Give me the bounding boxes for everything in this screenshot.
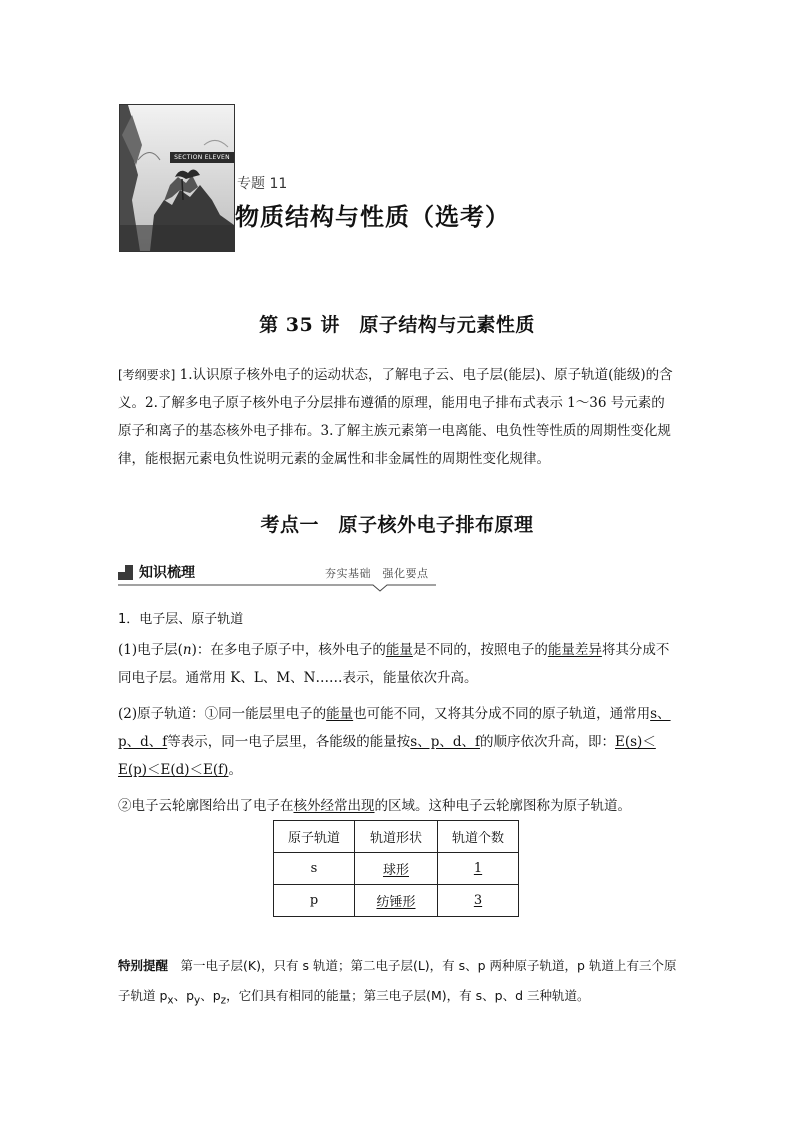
requirements-paragraph bbox=[118, 361, 678, 473]
answer-blank: 3 bbox=[473, 893, 483, 908]
text-segment: 第一电子层(K)，只有 s 轨道；第二电子层(L)，有 s、p 两种原子轨道，p 轨道上有三个原子轨道 p bbox=[118, 958, 677, 1003]
text-segment: 的区域。这种电子云轮廓图称为原子轨道。 bbox=[374, 798, 631, 814]
kaodian-title: 考点一 原子核外电子排布原理 bbox=[260, 514, 534, 536]
table-cell: s bbox=[274, 853, 355, 885]
answer-blank: s、p、d、f bbox=[410, 734, 480, 750]
topic-title: 物质结构与性质（选考） bbox=[235, 203, 510, 231]
answer-blank: 能量 bbox=[385, 642, 413, 658]
subscript: x bbox=[167, 994, 174, 1007]
knowledge-header-title: 知识梳理 bbox=[139, 565, 195, 581]
text-segment: ，它们具有相同的能量；第三电子层(M)，有 s、p、d 三种轨道。 bbox=[226, 988, 590, 1003]
table-cell bbox=[438, 885, 519, 917]
requirements-label: [考纲要求] bbox=[118, 368, 176, 382]
requirements-text: 1.认识原子核外电子的运动状态，了解电子云、电子层(能层)、原子轨道(能级)的含义。2.了解多电子原子核外电子分层排布遵循的原理，能用电子排布式表示 1～36 号元素的原子和离子的基态核外电子排布。3.了解主族元素第一电离能、电负性等性质的周期性变化规律，能根据元素电负性说明元素的金属性和非金属性的周期性变化规律。 bbox=[118, 367, 673, 467]
text-segment: 等表示，同一电子层里，各能级的能量按 bbox=[167, 734, 411, 750]
cover-image bbox=[119, 104, 235, 252]
text-segment: 。 bbox=[228, 762, 242, 778]
mountain-landscape-image bbox=[120, 105, 234, 251]
header-divider bbox=[118, 583, 436, 593]
special-tip-paragraph bbox=[118, 951, 678, 1016]
table-header-cell: 原子轨道 bbox=[274, 821, 355, 853]
text-segment: 将其分成不同电子层。通常用 K、L、M、N……表示，能量依次升高。 bbox=[118, 642, 670, 686]
answer-blank: 球形 bbox=[382, 863, 409, 878]
section-heading: 1．电子层、原子轨道 bbox=[118, 612, 244, 627]
tip-label: 特别提醒 bbox=[118, 958, 169, 973]
text-segment: ②电子云轮廓图给出了电子在 bbox=[118, 798, 294, 814]
table-cell bbox=[355, 853, 438, 885]
knowledge-header-subtitle: 夯实基础 强化要点 bbox=[325, 567, 429, 580]
table-cell bbox=[438, 853, 519, 885]
subscript: z bbox=[220, 994, 227, 1007]
text-segment: )：在多电子原子中，核外电子的 bbox=[191, 642, 386, 658]
answer-blank: 核外经常出现 bbox=[293, 798, 375, 814]
answer-blank: E(s)＜E(p)＜E(d)＜E(f) bbox=[118, 734, 656, 778]
table-row bbox=[274, 885, 519, 917]
table-cell: p bbox=[274, 885, 355, 917]
subscript: y bbox=[194, 994, 201, 1007]
section-tag: SECTION ELEVEN bbox=[170, 152, 234, 163]
section-marker-icon-cutout bbox=[118, 565, 125, 572]
text-segment: (2)原子轨道：①同一能层里电子的 bbox=[118, 706, 327, 722]
answer-blank: 能量差异 bbox=[547, 642, 602, 658]
paragraph-atomic-orbital bbox=[118, 700, 678, 784]
text-segment: (1)电子层( bbox=[118, 642, 183, 658]
answer-blank: 1 bbox=[473, 861, 483, 876]
table-row bbox=[274, 853, 519, 885]
table-header-cell: 轨道形状 bbox=[355, 821, 438, 853]
answer-blank: s、p、d、f bbox=[118, 706, 671, 750]
paragraph-electron-cloud bbox=[118, 792, 678, 820]
text-segment: 、p bbox=[200, 988, 221, 1003]
text-segment: 、p bbox=[173, 988, 195, 1003]
text-segment: 是不同的，按照电子的 bbox=[412, 642, 548, 658]
table-header-cell: 轨道个数 bbox=[438, 821, 519, 853]
lecture-title: 第 35 讲 原子结构与元素性质 bbox=[259, 314, 535, 336]
topic-label: 专题 11 bbox=[237, 176, 288, 192]
text-segment: 也可能不同，又将其分成不同的原子轨道，通常用 bbox=[353, 706, 651, 722]
answer-blank: 纺锤形 bbox=[376, 895, 416, 910]
table-cell bbox=[355, 885, 438, 917]
table-header-row bbox=[274, 821, 519, 853]
orbital-table bbox=[273, 820, 519, 917]
text-segment: 的顺序依次升高，即： bbox=[480, 734, 615, 750]
symbol-n: n bbox=[182, 642, 192, 658]
answer-blank: 能量 bbox=[326, 706, 354, 722]
paragraph-electron-layer bbox=[118, 636, 678, 692]
